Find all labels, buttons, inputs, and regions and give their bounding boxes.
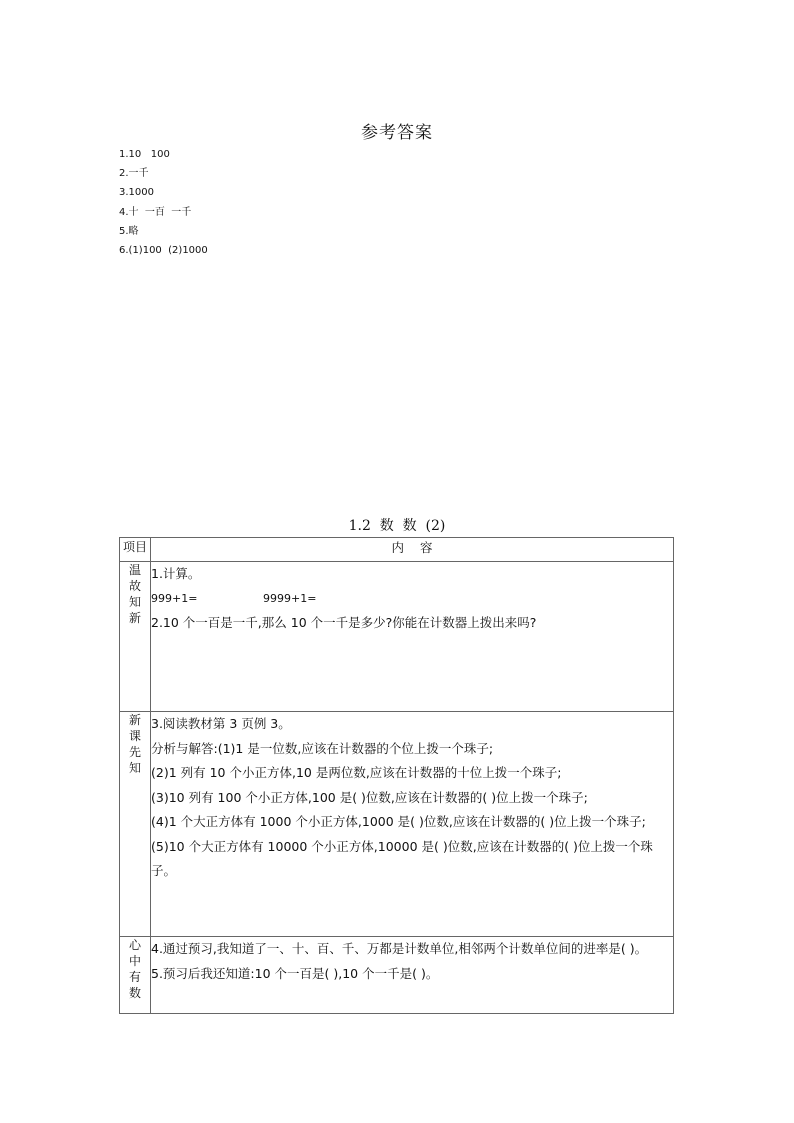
content-line: (2)1 列有 10 个小正方体,10 是两位数,应该在计数器的十位上拨一个珠子; [151,765,562,780]
content-line: 5.预习后我还知道:10 个一百是( ),10 个一千是( )。 [151,965,439,981]
calc-item: 9999+1= [263,591,317,605]
answer-item: 5.略 [119,225,139,237]
calc-item: 999+1= [151,591,198,605]
content-line: 2.10 个一百是一千,那么 10 个一千是多少?你能在计数器上拨出来吗? [151,615,537,630]
content-line: 分析与解答:(1)1 是一位数,应该在计数器的个位上拨一个珠子; [151,740,494,756]
answer-item: 2.一千 [119,168,149,180]
answer-item: 4.十 一百 一千 [119,206,192,218]
answer-list [119,145,208,260]
header-content: 内 容 [151,538,674,562]
content-line: (3)10 列有 100 个小正方体,100 是( )位数,应该在计数器的( )位上拨一个珠子; [151,789,588,805]
lesson-table [119,537,674,1014]
content-line: (4)1 个大正方体有 1000 个小正方体,1000 是( )位数,应该在计数器的( )位上拨一个珠子; [151,814,646,829]
answer-item: 3.1000 [119,187,154,199]
answer-item: 6.(1)100 (2)1000 [119,245,208,257]
header-item: 项目 [120,538,151,562]
content-line: 1.计算。 [151,566,201,581]
table-header-row [120,538,674,562]
section-label: 新课先知 [120,712,151,937]
lesson-title: 1.2 数 数 (2) [348,518,446,534]
section-label: 心中有数 [120,937,151,1014]
table-row [120,562,674,712]
section-content [151,712,674,937]
table-row [120,937,674,1014]
section-content [151,562,674,712]
section-label: 温故知新 [120,562,151,712]
content-line: 3.阅读教材第 3 页例 3。 [151,716,291,731]
answers-title: 参考答案 [361,123,433,143]
calc-line [151,587,673,612]
content-line: 4.通过预习,我知道了一、十、百、千、万都是计数单位,相邻两个计数单位间的进率是( )。 [151,941,648,956]
answer-item: 1.10 100 [119,149,170,160]
table-row [120,712,674,937]
content-line: (5)10 个大正方体有 10000 个小正方体,10000 是( )位数,应该在计数器的( )位上拨一个珠子。 [151,838,653,878]
section-content [151,937,674,1014]
